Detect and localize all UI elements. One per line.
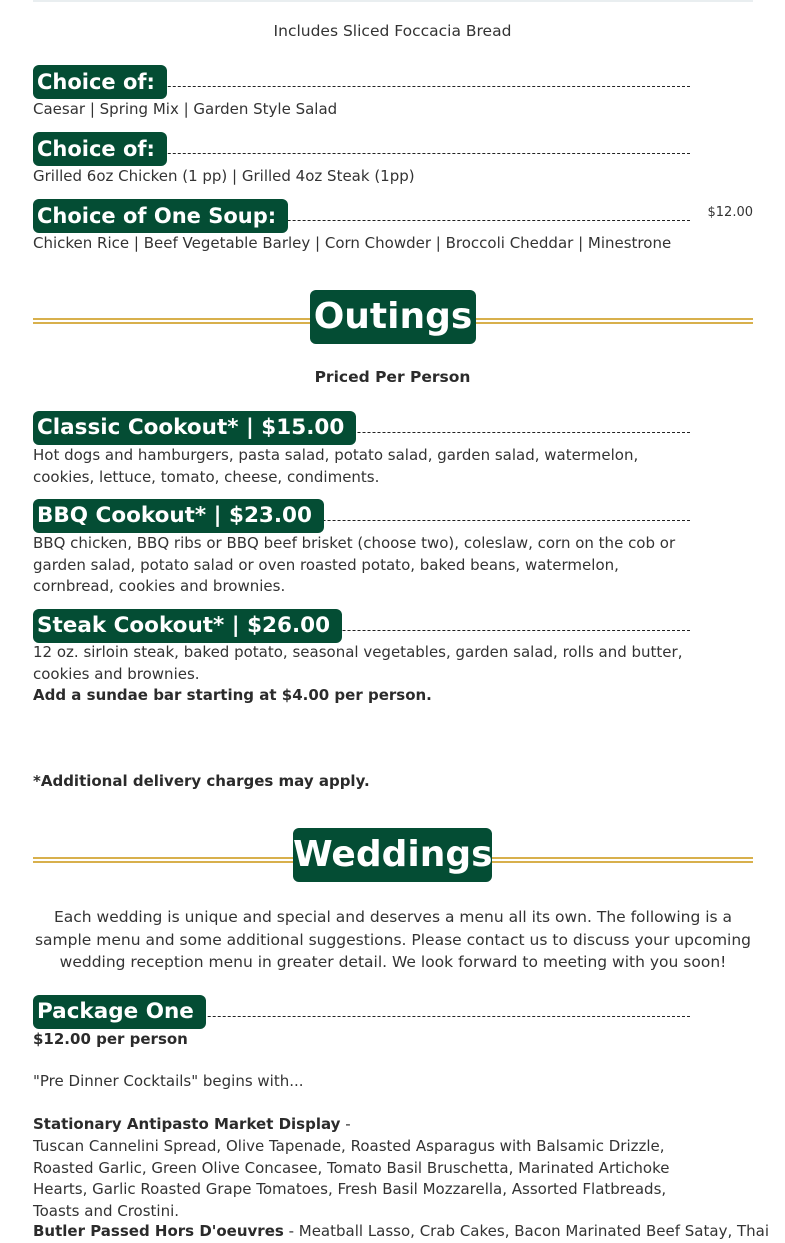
hors-doeuvres-line xyxy=(33,1221,770,1243)
choice-protein-header xyxy=(33,132,690,166)
antipasto-dash: - xyxy=(340,1115,351,1133)
bbq-cookout-desc: BBQ chicken, BBQ ribs or BBQ beef brisket (choose two), coleslaw, corn on the cob or garden salad, potato salad or oven roasted potato, baked beans, watermelon, cornbread, cookies and brownies. xyxy=(33,534,676,596)
classic-cookout-header xyxy=(33,411,690,445)
classic-cookout-desc: Hot dogs and hamburgers, pasta salad, potato salad, garden salad, watermelon, cookies, lettuce, tomato, cheese, condiments. xyxy=(33,446,639,486)
soup-price: $12.00 xyxy=(707,205,753,220)
bbq-cookout-header xyxy=(33,499,690,533)
outings-heading: Outings xyxy=(310,290,476,344)
choice-soup-header xyxy=(33,199,690,233)
steak-cookout-title: Steak Cookout* | $26.00 xyxy=(33,609,342,643)
choice-salad-header xyxy=(33,65,690,99)
hors-doeuvres-title: Butler Passed Hors D'oeuvres xyxy=(33,1222,284,1240)
antipasto-desc: Tuscan Cannelini Spread, Olive Tapenade, Roasted Asparagus with Balsamic Drizzle, Roasted Garlic, Green Olive Concasee, Tomato Basil Bruschetta, Marinated Artichoke Hearts, Garlic Roasted Grape Tomatoes, Fresh Basil Mozzarella, Assorted Flatbreads, Toasts and Crostini. xyxy=(33,1137,670,1220)
weddings-heading: Weddings xyxy=(293,828,492,882)
package-one-price: $12.00 per person xyxy=(33,1030,188,1048)
choice-salad-title: Choice of: xyxy=(33,65,167,99)
package-one-header xyxy=(33,995,690,1029)
package-one-title: Package One xyxy=(33,995,206,1029)
choice-salad-options: Caesar | Spring Mix | Garden Style Salad xyxy=(33,100,338,118)
outings-subtitle: Priced Per Person xyxy=(314,368,471,386)
steak-cookout-desc: 12 oz. sirloin steak, baked potato, seasonal vegetables, garden salad, rolls and butter, cookies and brownies. xyxy=(33,643,683,683)
classic-cookout-title: Classic Cookout* | $15.00 xyxy=(33,411,356,445)
choice-soup-options: Chicken Rice | Beef Vegetable Barley | Corn Chowder | Broccoli Cheddar | Minestrone xyxy=(33,234,672,252)
top-divider xyxy=(33,0,753,2)
choice-protein-options: Grilled 6oz Chicken (1 pp) | Grilled 4oz Steak (1pp) xyxy=(33,167,415,185)
steak-cookout-header xyxy=(33,609,690,643)
weddings-intro: Each wedding is unique and special and deserves a menu all its own. The following is a sample menu and some additional suggestions. Please contact us to discuss your upcoming wedding reception menu in greater detail. We look forward to meeting with you soon! xyxy=(34,908,752,971)
cocktails-note: "Pre Dinner Cocktails" begins with... xyxy=(33,1072,304,1090)
bread-note: Includes Sliced Foccacia Bread xyxy=(273,22,512,40)
sundae-note: Add a sundae bar starting at $4.00 per person. xyxy=(33,686,432,704)
antipasto-title: Stationary Antipasto Market Display xyxy=(33,1115,341,1133)
antipasto-heading xyxy=(33,1114,690,1136)
delivery-note: *Additional delivery charges may apply. xyxy=(33,772,370,790)
hors-doeuvres-desc: - Meatball Lasso, Crab Cakes, Bacon Marinated Beef Satay, Thai xyxy=(283,1222,770,1240)
choice-protein-title: Choice of: xyxy=(33,132,167,166)
bbq-cookout-title: BBQ Cookout* | $23.00 xyxy=(33,499,324,533)
choice-soup-title: Choice of One Soup: xyxy=(33,199,288,233)
